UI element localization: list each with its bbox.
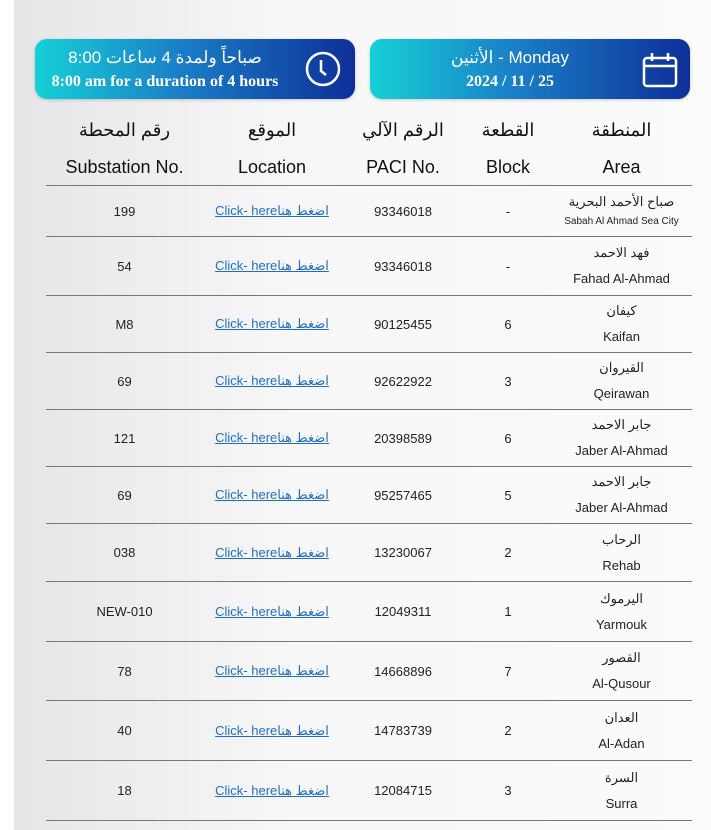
- location-cell: [203, 410, 341, 467]
- header-row-arabic: [46, 110, 692, 149]
- area-english: Sabah Al Ahmad Sea City: [564, 215, 679, 227]
- paci-cell: 90125455: [341, 296, 465, 353]
- area-arabic: القصور: [602, 650, 641, 666]
- area-english: Al-Adan: [598, 735, 645, 751]
- area-arabic: جابر الاحمد: [591, 417, 652, 433]
- location-link[interactable]: Click- hereاضغط هنا: [215, 603, 329, 619]
- location-link[interactable]: Click- hereاضغط هنا: [215, 722, 329, 738]
- area-arabic: جابر الاحمد: [591, 474, 652, 490]
- block-cell: 3: [465, 353, 551, 410]
- block-cell: -: [465, 186, 551, 237]
- area-cell: [551, 296, 692, 353]
- header-area: Area: [551, 149, 692, 186]
- location-cell: [203, 237, 341, 296]
- substation-cell: 038: [46, 524, 203, 582]
- paci-cell: 20398589: [341, 410, 465, 467]
- location-cell: [203, 186, 341, 237]
- substation-cell: 69: [46, 467, 203, 524]
- location-link[interactable]: Click- hereاضغط هنا: [215, 782, 329, 798]
- area-cell: [551, 353, 692, 410]
- area-english: Fahad Al-Ahmad: [573, 271, 670, 286]
- block-cell: 6: [465, 410, 551, 467]
- block-cell: 5: [465, 467, 551, 524]
- substation-cell: M8: [46, 296, 203, 353]
- area-cell: [551, 642, 692, 701]
- area-arabic: كيفان: [606, 303, 637, 319]
- table-row: [46, 410, 692, 467]
- time-english: 8:00 am for a duration of 4 hours: [51, 73, 279, 90]
- time-arabic: 8:00 صباحاً ولمدة 4 ساعات: [68, 48, 262, 67]
- substation-cell: 199: [46, 186, 203, 237]
- paci-cell: 93346018: [341, 186, 465, 237]
- area-cell: [551, 761, 692, 821]
- area-english: Jaber Al-Ahmad: [575, 443, 668, 458]
- substation-cell: 78: [46, 642, 203, 701]
- date-value: 2024 / 11 / 25: [465, 73, 554, 90]
- location-link[interactable]: Click- hereاضغط هنا: [215, 544, 329, 560]
- header-paci-ar: الرقم الآلي: [362, 119, 444, 140]
- substation-cell: NEW-010: [46, 582, 203, 642]
- header-substation-ar: رقم المحطة: [78, 119, 171, 140]
- table-row: [46, 761, 692, 821]
- area-english: Qeirawan: [593, 386, 650, 401]
- table-row: [46, 467, 692, 524]
- location-link[interactable]: Click- hereاضغط هنا: [215, 203, 329, 218]
- location-link[interactable]: Click- hereاضغط هنا: [215, 430, 329, 445]
- substation-cell: 54: [46, 237, 203, 296]
- paci-cell: 12084715: [341, 761, 465, 821]
- area-arabic: القيروان: [599, 360, 644, 376]
- location-cell: [203, 642, 341, 701]
- substation-cell: 40: [46, 701, 203, 761]
- header-block-ar: القطعة: [481, 119, 535, 140]
- area-cell: [551, 186, 692, 237]
- area-arabic: العدان: [604, 709, 639, 725]
- paci-cell: 95257465: [341, 467, 465, 524]
- header-location-ar: الموقع: [247, 119, 297, 140]
- time-card: [35, 39, 355, 99]
- location-cell: [203, 701, 341, 761]
- area-cell: [551, 467, 692, 524]
- location-link[interactable]: Click- hereاضغط هنا: [215, 316, 329, 331]
- area-cell: [551, 524, 692, 582]
- block-cell: 7: [465, 642, 551, 701]
- paci-cell: 93346018: [341, 237, 465, 296]
- header-area-ar: المنطقة: [591, 119, 652, 140]
- block-cell: 6: [465, 296, 551, 353]
- date-day: الأثنين - Monday: [451, 48, 569, 67]
- block-cell: 2: [465, 701, 551, 761]
- table-row: [46, 186, 692, 237]
- area-english: Surra: [605, 795, 638, 811]
- location-cell: [203, 296, 341, 353]
- header-location: Location: [203, 149, 341, 186]
- table-row: [46, 524, 692, 582]
- calendar-icon: [642, 52, 678, 88]
- header-row-english: [46, 149, 692, 186]
- header-block: Block: [465, 149, 551, 186]
- header-paci: PACI No.: [341, 149, 465, 186]
- area-english: Rehab: [602, 557, 641, 573]
- clock-icon: [305, 51, 341, 87]
- area-english: Kaifan: [603, 329, 640, 344]
- table-row: [46, 701, 692, 761]
- area-cell: [551, 701, 692, 761]
- location-cell: [203, 582, 341, 642]
- area-cell: [551, 237, 692, 296]
- substation-cell: 18: [46, 761, 203, 821]
- area-arabic: السرة: [604, 769, 639, 785]
- area-english: Al-Qusour: [592, 676, 651, 691]
- area-arabic: الرحاب: [602, 531, 641, 547]
- substation-cell: 121: [46, 410, 203, 467]
- area-arabic: فهد الاحمد: [593, 245, 650, 261]
- paci-cell: 14783739: [341, 701, 465, 761]
- location-link[interactable]: Click- hereاضغط هنا: [215, 663, 329, 678]
- location-link[interactable]: Click- hereاضغط هنا: [215, 258, 329, 273]
- area-cell: [551, 410, 692, 467]
- block-cell: 3: [465, 761, 551, 821]
- paci-cell: 14668896: [341, 642, 465, 701]
- table-row: [46, 582, 692, 642]
- area-english: Yarmouk: [595, 616, 648, 632]
- paci-cell: 13230067: [341, 524, 465, 582]
- block-cell: 1: [465, 582, 551, 642]
- substation-cell: 69: [46, 353, 203, 410]
- date-card: [370, 39, 690, 99]
- table-row: [46, 642, 692, 701]
- location-cell: [203, 467, 341, 524]
- location-link[interactable]: Click- hereاضغط هنا: [215, 373, 329, 388]
- area-arabic: صباح الأحمد البحرية: [568, 194, 675, 210]
- area-cell: [551, 582, 692, 642]
- table-row: [46, 237, 692, 296]
- block-cell: 2: [465, 524, 551, 582]
- location-cell: [203, 524, 341, 582]
- table-row: [46, 296, 692, 353]
- paci-cell: 92622922: [341, 353, 465, 410]
- block-cell: -: [465, 237, 551, 296]
- location-cell: [203, 353, 341, 410]
- outage-table: [46, 110, 692, 821]
- location-link[interactable]: Click- hereاضغط هنا: [215, 487, 329, 502]
- area-arabic: اليرموك: [599, 590, 644, 606]
- header-substation: Substation No.: [46, 149, 203, 186]
- paci-cell: 12049311: [341, 582, 465, 642]
- area-english: Jaber Al-Ahmad: [575, 500, 668, 515]
- table-row: [46, 353, 692, 410]
- location-cell: [203, 761, 341, 821]
